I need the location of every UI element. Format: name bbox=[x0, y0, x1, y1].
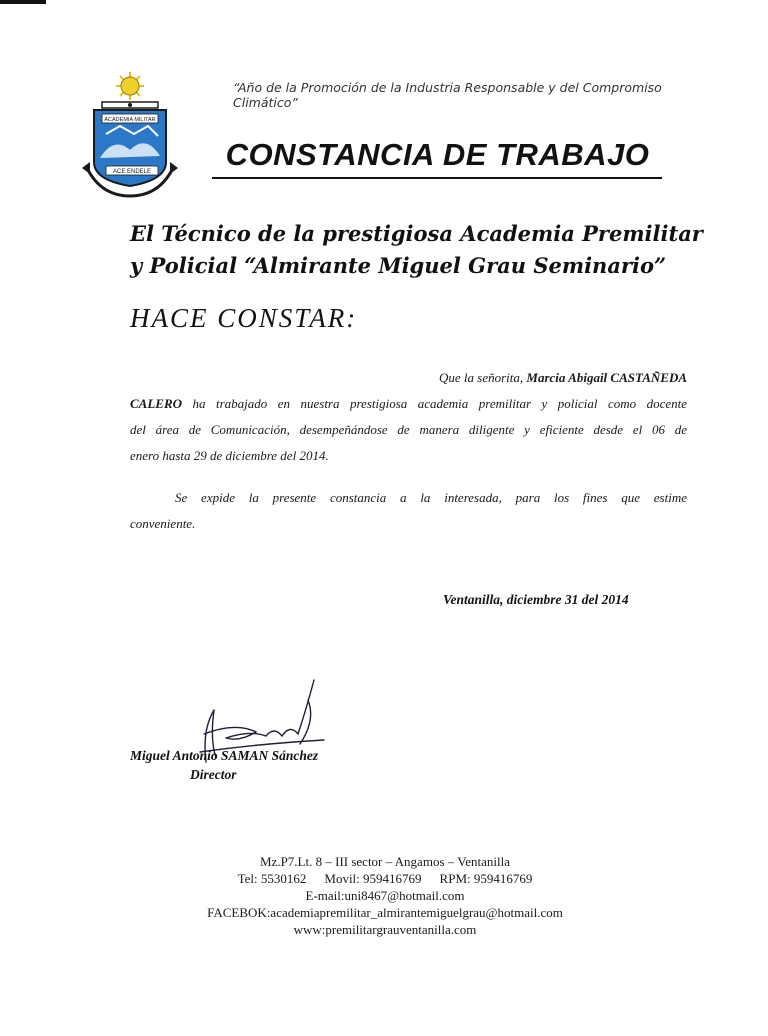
footer-facebook: FACEBOK:academiapremilitar_almirantemiguelgrau@hotmail.com bbox=[207, 905, 563, 920]
footer-movil: Movil: 959416769 bbox=[324, 871, 422, 886]
certification-paragraph bbox=[130, 365, 687, 469]
academy-crest-logo bbox=[80, 70, 186, 200]
issuer-line-2: y Policial “Almirante Miguel Grau Seminario” bbox=[130, 253, 667, 278]
signatory-title: Director bbox=[190, 767, 237, 782]
place-and-date: Ventanilla, diciembre 31 del 2014 bbox=[443, 592, 629, 607]
paragraph-line-4: enero hasta 29 de diciembre del 2014. bbox=[130, 448, 329, 463]
year-motto: “Año de la Promoción de la Industria Responsable y del Compromiso Climático” bbox=[233, 80, 662, 110]
paragraph-line-3: del área de Comunicación, desempeñándose de manera diligente y eficiente desde el 06 de bbox=[130, 422, 687, 437]
issuance-line-1: Se expide la presente constancia a la interesada, para los fines que estime bbox=[175, 490, 687, 505]
hace-constar-heading: HACE CONSTAR: bbox=[130, 303, 358, 333]
issuance-line-2: conveniente. bbox=[130, 516, 196, 531]
signatory-name: Miguel Antonio SAMAN Sánchez bbox=[130, 748, 319, 763]
contact-footer bbox=[150, 853, 620, 938]
crest-bar bbox=[102, 102, 158, 108]
footer-tel: Tel: 5530162 bbox=[237, 871, 307, 886]
work-description: ha trabajado en nuestra prestigiosa academia premilitar y policial como docente bbox=[182, 396, 687, 411]
employee-name-part-1: Marcia Abigail CASTAÑEDA bbox=[526, 370, 687, 385]
footer-email: E-mail:uni8467@hotmail.com bbox=[305, 888, 465, 903]
document-title: CONSTANCIA DE TRABAJO bbox=[225, 137, 650, 172]
paragraph-line-1 bbox=[130, 365, 687, 391]
employee-name-part-2: CALERO bbox=[130, 396, 183, 411]
issuer-line-1: El Técnico de la prestigiosa Academia Premilitar bbox=[130, 221, 703, 246]
intro-text: Que la señorita, bbox=[439, 370, 527, 385]
scan-edge-mark bbox=[0, 0, 46, 4]
paragraph-line-2 bbox=[130, 391, 687, 417]
footer-address: Mz.P7.Lt. 8 – III sector – Angamos – Ventanilla bbox=[260, 854, 510, 869]
footer-phones bbox=[150, 870, 620, 887]
footer-website: www:premilitargrauventanilla.com bbox=[293, 922, 477, 937]
footer-rpm: RPM: 959416769 bbox=[439, 871, 533, 886]
issuance-paragraph bbox=[130, 485, 687, 537]
sun-emblem bbox=[116, 72, 144, 100]
crest-bottom-text: ACE ENDELE bbox=[112, 169, 152, 175]
crest-band-text: ACADEMIA MILITAR bbox=[104, 117, 156, 123]
title-underline bbox=[212, 177, 662, 179]
issuer-heading bbox=[130, 218, 730, 282]
